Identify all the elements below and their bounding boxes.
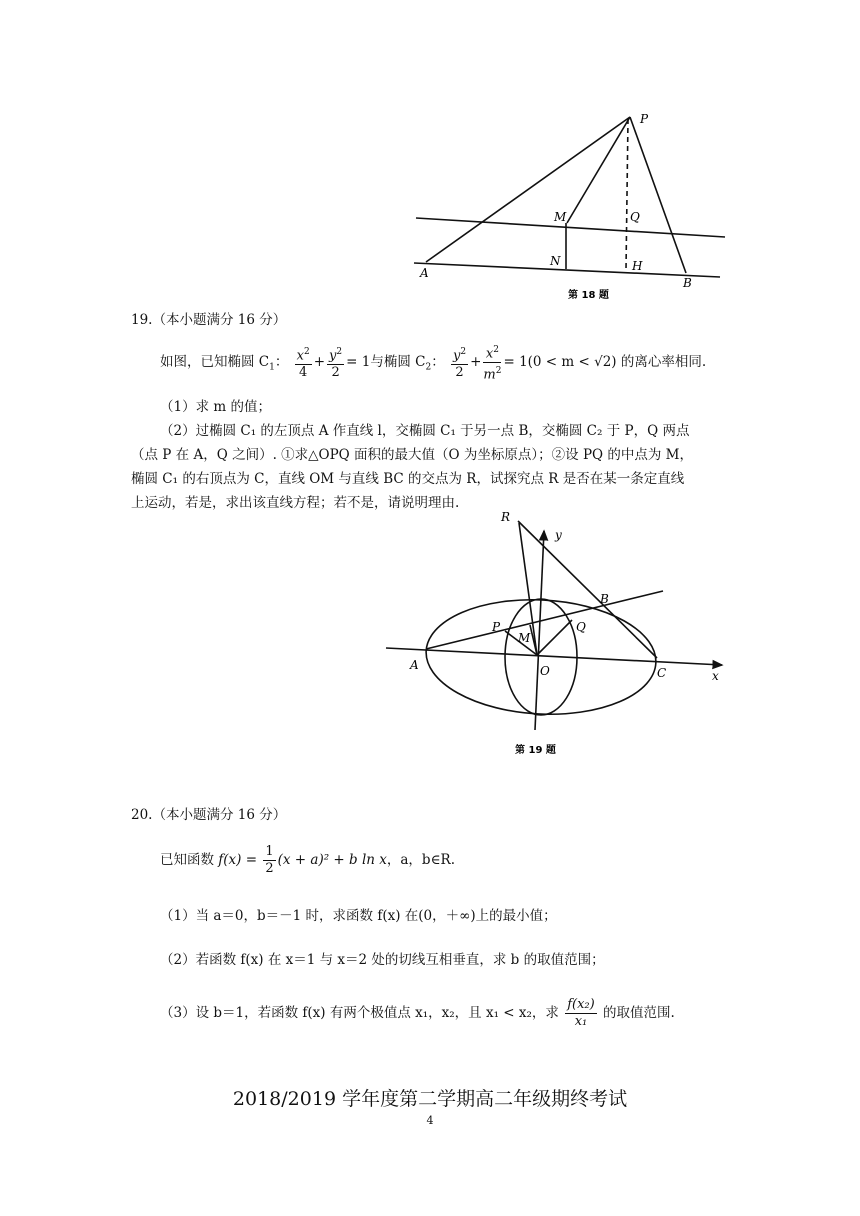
figure-19 [380, 505, 750, 765]
fig19-label-P: P [492, 620, 501, 634]
fig19-label-O: O [540, 664, 550, 678]
q20-def-rest: (x + a)² + b ln x [277, 852, 387, 868]
q19-part2-line3: 椭圆 C₁ 的右顶点为 C，直线 OM 与直线 BC 的交点为 R，试探究点 R 是否在某一条定直线 [131, 471, 685, 487]
fig19-label-Q: Q [576, 620, 586, 634]
page-number: 4 [426, 1114, 434, 1127]
q19-eq2-rhs: = 1(0 < m < √2) [503, 354, 617, 370]
footer-title: 2018/2019 学年度第二学期高二年级期终考试 [232, 1088, 628, 1110]
figure-18 [400, 105, 740, 305]
fig19-label-B: B [600, 592, 609, 606]
q20-def-half: $\frac{1}{2}$ [265, 844, 274, 876]
q19-eq2-xfrac: $\frac{x^2}{m^2}$ [483, 342, 501, 384]
q19-part2-line4: 上运动，若是，求出该直线方程；若不是，请说明理由. [131, 495, 460, 511]
q19-part2-line1: （2）过椭圆 C₁ 的左顶点 A 作直线 l，交椭圆 C₁ 于另一点 B，交椭圆 C₂ 于 P，Q 两点 [160, 423, 690, 439]
fig18-label-M: M [554, 210, 567, 224]
fig18-label-H: H [632, 259, 643, 273]
q19-eq1-xfrac: $\frac{x^2}{4}$ [295, 344, 312, 381]
q20-def-fx: f(x) = [218, 852, 258, 868]
fig19-label-A: A [410, 658, 419, 672]
fig19-label-R: R [501, 510, 511, 524]
q20-heading: 20.（本小题满分 16 分） [131, 807, 287, 823]
q20-part1: （1）当 a＝0，b＝－1 时，求函数 f(x) 在(0，＋∞)上的最小值； [160, 908, 557, 924]
fig18-label-B: B [683, 276, 692, 290]
q20-def-post: ，a，b∈R. [386, 852, 456, 868]
fig18-label-N: N [550, 254, 561, 268]
fig18-label-Q: Q [630, 210, 640, 224]
fig18-caption: 第 18 题 [568, 290, 609, 301]
q19-c2-sub: 2 [425, 362, 432, 373]
q19-eq1-rhs: = 1 [346, 354, 371, 370]
q20-part3-pre: （3）设 b＝1，若函数 f(x) 有两个极值点 x₁，x₂，且 x₁ < x₂，求 [160, 1005, 559, 1021]
q20-part3-frac: $\frac{\text{f(x₂)}}{\text{x₁}}$ [567, 997, 595, 1029]
q19-intro: 如图，已知椭圆 $C_1$： $\frac{x^2}{4}$ + $\frac{y^2}{2}$ = 1与椭圆 $C_2$： $\frac{y^2}{2}$ + $\frac{x^2}{m^2}$ = 1(0 < m < √2) 的离心率相同. [160, 340, 706, 384]
q19-eq2-yfrac: $\frac{y^2}{2}$ [451, 344, 468, 381]
fig19-caption: 第 19 题 [515, 745, 556, 756]
q19-eq1-yfrac: $\frac{y^2}{2}$ [327, 344, 344, 381]
q19-and: 与椭圆 C [370, 354, 426, 370]
q19-part1: （1）求 m 的值； [160, 399, 271, 415]
fig19-label-y: y [555, 528, 562, 542]
q19-heading: 19.（本小题满分 16 分） [131, 312, 287, 328]
fig19-label-M: M [518, 631, 531, 645]
q19-intro-post: 的离心率相同. [620, 354, 707, 370]
q19-c1-sub: 1 [269, 362, 275, 373]
q20-part3-post: 的取值范围. [603, 1005, 675, 1021]
fig19-label-x: x [712, 669, 719, 683]
q19-part2-line2: （点 P 在 A，Q 之间）. ①求△OPQ 面积的最大值（O 为坐标原点）；②设 PQ 的中点为 M， [131, 447, 693, 463]
q19-colon1: ： [274, 354, 289, 370]
fig18-label-P: P [640, 112, 649, 126]
q20-def-pre: 已知函数 [160, 852, 214, 868]
fig19-label-C: C [657, 666, 667, 680]
fig18-label-A: A [420, 266, 429, 280]
q19-intro-pre: 如图，已知椭圆 C [160, 354, 270, 370]
q20-part2: （2）若函数 f(x) 在 x＝1 与 x＝2 处的切线互相垂直，求 b 的取值范围； [160, 952, 605, 968]
q20-definition [160, 838, 455, 882]
q20-part3 [160, 990, 675, 1036]
